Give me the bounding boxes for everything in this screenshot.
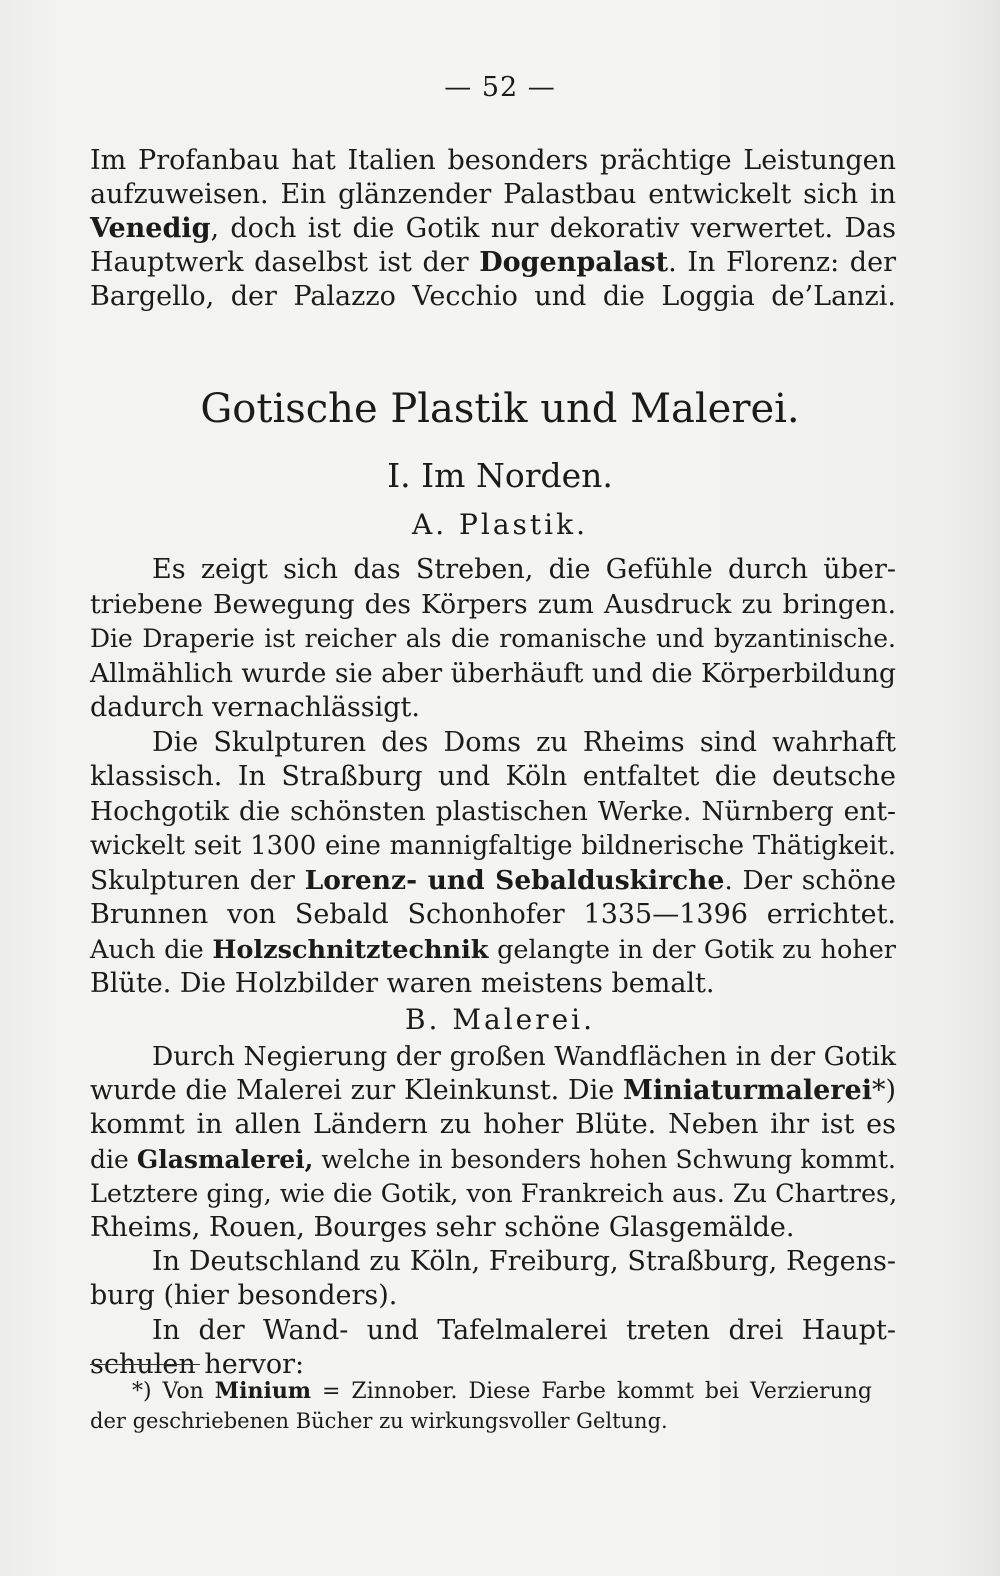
text-line bbox=[90, 691, 896, 725]
text-run: Die Draperie ist reicher als die romanische und byzantinische. bbox=[90, 624, 896, 653]
text-run: . Der schöne bbox=[724, 864, 897, 896]
emphasized-term: Lorenz- und Sebalduskirche bbox=[304, 864, 725, 896]
text-run: Durch Negierung der großen Wandflächen in der Gotik bbox=[152, 1041, 896, 1072]
text-line bbox=[152, 1040, 896, 1074]
text-run: Allmählich wurde sie aber überhäuft und die Körperbildung bbox=[90, 657, 896, 689]
emphasized-term: Miniaturmalerei bbox=[622, 1075, 872, 1107]
footnote-rule bbox=[90, 1364, 200, 1365]
text-run: Auch die bbox=[90, 934, 213, 965]
section-a-heading: A. Plastik. bbox=[412, 508, 588, 541]
text-run: . In Florenz: der bbox=[668, 247, 896, 278]
footnote-keyword: Minium bbox=[214, 1378, 312, 1404]
text-run: wurde die Malerei zur Kleinkunst. Die bbox=[90, 1075, 623, 1107]
text-line bbox=[90, 144, 896, 178]
emphasized-term: Venedig bbox=[90, 213, 211, 244]
text-line bbox=[90, 967, 896, 1001]
text-line bbox=[90, 898, 896, 932]
text-run: Bargello, der Palazzo Vecchio und die Loggia de’Lanzi. bbox=[90, 281, 896, 312]
text-run: Letztere ging, wie die Gotik, von Frankreich aus. Zu Chartres, bbox=[90, 1178, 898, 1209]
text-run: Brunnen von Sebald Schonhofer 1335—1396 errichtet. bbox=[90, 899, 896, 930]
text-run: schulen hervor: bbox=[90, 1348, 305, 1380]
text-line bbox=[90, 1279, 896, 1313]
emphasized-term: Holzschnitztechnik bbox=[212, 934, 489, 965]
text-run: die bbox=[90, 1144, 137, 1174]
text-run: wickelt seit 1300 eine mannigfaltige bildnerische Thätigkeit. bbox=[90, 831, 896, 861]
footnote-text: *) Von bbox=[132, 1379, 215, 1404]
text-run: In der Wand- und Tafelmalerei treten drei Haupt- bbox=[152, 1314, 896, 1346]
text-run: Im Profanbau hat Italien besonders prächtige Leistungen bbox=[90, 145, 896, 176]
emphasized-term: Dogenpalast bbox=[479, 247, 669, 278]
text-line bbox=[90, 864, 896, 898]
footnote-text: = Zinnober. Diese Farbe kommt bei Verzierung bbox=[311, 1379, 872, 1404]
text-line bbox=[90, 622, 896, 656]
text-line bbox=[90, 795, 896, 829]
text-line bbox=[90, 588, 896, 622]
text-line bbox=[90, 760, 896, 794]
text-line bbox=[152, 553, 896, 587]
footnote-line-1 bbox=[132, 1376, 872, 1407]
text-run: gelangte in der Gotik zu hoher bbox=[488, 934, 896, 965]
text-run: burg (hier besonders). bbox=[90, 1280, 398, 1312]
text-run: Rheims, Rouen, Bourges sehr schöne Glasgemälde. bbox=[90, 1212, 795, 1243]
text-line bbox=[90, 246, 896, 280]
text-line bbox=[90, 1211, 896, 1245]
page-number: — 52 — bbox=[444, 72, 556, 103]
text-run: aufzuweisen. Ein glänzender Palastbau entwickelt sich in bbox=[90, 179, 896, 210]
text-line bbox=[90, 1143, 896, 1177]
text-line bbox=[152, 726, 896, 760]
chapter-heading: Gotische Plastik und Malerei. bbox=[200, 386, 800, 432]
text-run: kommt in allen Ländern zu hoher Blüte. Neben ihr ist es bbox=[90, 1109, 896, 1141]
chapter-subheading: I. Im Norden. bbox=[387, 456, 613, 495]
text-run: triebene Bewegung des Körpers zum Ausdruck zu bringen. bbox=[90, 588, 896, 620]
text-line bbox=[152, 1314, 896, 1348]
text-line bbox=[90, 280, 896, 314]
text-run: Hauptwerk daselbst ist der bbox=[90, 247, 480, 278]
text-line bbox=[90, 178, 896, 212]
text-run: In Deutschland zu Köln, Freiburg, Straßburg, Regens- bbox=[152, 1246, 896, 1278]
text-run: *) bbox=[871, 1075, 896, 1107]
text-run: , doch ist die Gotik nur dekorativ verwertet. Das bbox=[210, 213, 896, 244]
text-run: welche in besonders hohen Schwung kommt. bbox=[313, 1144, 896, 1174]
section-b-heading: B. Malerei. bbox=[404, 1003, 596, 1036]
text-line bbox=[90, 212, 896, 246]
text-line bbox=[90, 933, 896, 967]
text-line bbox=[152, 1245, 896, 1279]
text-line bbox=[90, 1074, 896, 1108]
text-run: klassisch. In Straßburg und Köln entfaltet die deutsche bbox=[90, 761, 896, 792]
text-run: Die Skulpturen des Doms zu Rheims sind wahrhaft bbox=[152, 726, 896, 758]
text-run: dadurch vernachlässigt. bbox=[90, 692, 420, 723]
text-run: Skulpturen der bbox=[90, 864, 305, 896]
text-line bbox=[90, 1108, 896, 1142]
text-run: Hochgotik die schönsten plastischen Werke. Nürnberg ent- bbox=[90, 795, 896, 827]
text-line bbox=[90, 1177, 896, 1211]
emphasized-term: Glasmalerei, bbox=[136, 1144, 314, 1174]
text-line bbox=[90, 657, 896, 691]
text-run: Blüte. Die Holzbilder waren meistens bemalt. bbox=[90, 968, 715, 999]
text-run: Es zeigt sich das Streben, die Gefühle durch über- bbox=[152, 554, 896, 585]
text-line bbox=[90, 829, 896, 863]
footnote-line-2: der geschriebenen Bücher zu wirkungsvoller Geltung. bbox=[90, 1409, 668, 1433]
